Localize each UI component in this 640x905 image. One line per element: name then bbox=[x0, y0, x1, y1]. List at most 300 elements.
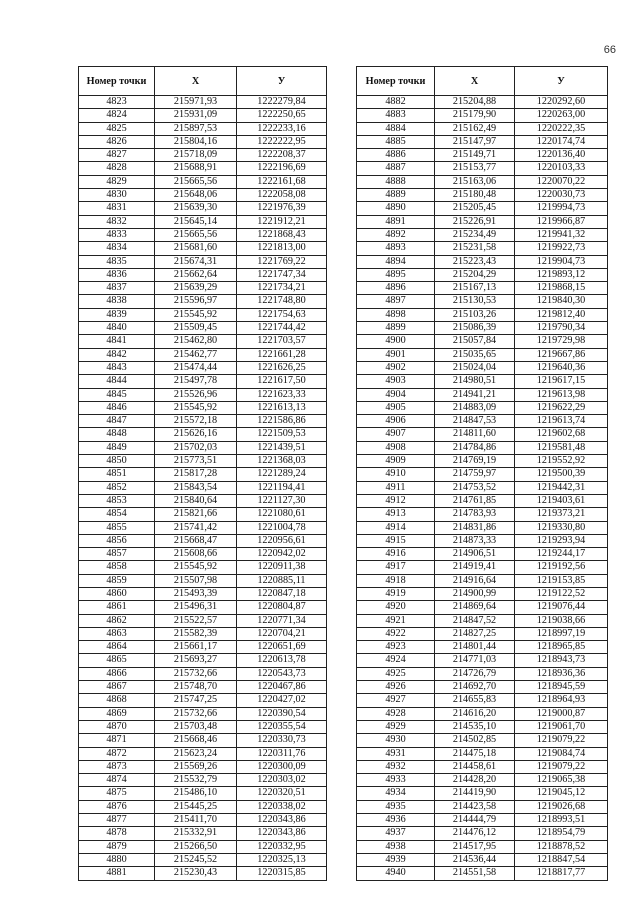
y-coordinate-cell: 1219000,87 bbox=[515, 707, 608, 720]
y-coordinate-cell: 1219868,15 bbox=[515, 282, 608, 295]
point-number-cell: 4885 bbox=[357, 135, 435, 148]
table-row bbox=[357, 561, 608, 574]
x-coordinate-cell: 215748,70 bbox=[155, 681, 237, 694]
point-number-cell: 4859 bbox=[79, 574, 155, 587]
point-number-cell: 4928 bbox=[357, 707, 435, 720]
table-row bbox=[357, 494, 608, 507]
point-number-cell: 4915 bbox=[357, 534, 435, 547]
y-coordinate-cell: 1220343,86 bbox=[237, 814, 327, 827]
point-number-cell: 4860 bbox=[79, 587, 155, 600]
table-row bbox=[357, 587, 608, 600]
table-row bbox=[79, 255, 327, 268]
point-number-cell: 4890 bbox=[357, 202, 435, 215]
y-coordinate-cell: 1219084,74 bbox=[515, 747, 608, 760]
y-coordinate-cell: 1219552,92 bbox=[515, 455, 608, 468]
x-coordinate-cell: 215645,14 bbox=[155, 215, 237, 228]
x-coordinate-cell: 215086,39 bbox=[435, 322, 515, 335]
y-coordinate-cell: 1220771,34 bbox=[237, 614, 327, 627]
x-coordinate-cell: 215931,09 bbox=[155, 109, 237, 122]
y-coordinate-cell: 1218997,19 bbox=[515, 627, 608, 640]
header-x: X bbox=[155, 67, 237, 96]
table-row bbox=[79, 375, 327, 388]
table-row bbox=[357, 268, 608, 281]
table-row bbox=[357, 295, 608, 308]
table-row bbox=[79, 361, 327, 374]
y-coordinate-cell: 1218936,36 bbox=[515, 667, 608, 680]
point-number-cell: 4868 bbox=[79, 694, 155, 707]
y-coordinate-cell: 1220543,73 bbox=[237, 667, 327, 680]
table-row bbox=[79, 747, 327, 760]
table-row bbox=[79, 787, 327, 800]
table-row bbox=[79, 428, 327, 441]
point-number-cell: 4872 bbox=[79, 747, 155, 760]
x-coordinate-cell: 215526,96 bbox=[155, 388, 237, 401]
point-number-cell: 4911 bbox=[357, 481, 435, 494]
point-number-cell: 4900 bbox=[357, 335, 435, 348]
table-row bbox=[79, 162, 327, 175]
point-number-cell: 4873 bbox=[79, 760, 155, 773]
point-number-cell: 4932 bbox=[357, 760, 435, 773]
table-row bbox=[79, 534, 327, 547]
y-coordinate-cell: 1219602,68 bbox=[515, 428, 608, 441]
x-coordinate-cell: 215662,64 bbox=[155, 268, 237, 281]
x-coordinate-cell: 214476,12 bbox=[435, 827, 515, 840]
y-coordinate-cell: 1221748,80 bbox=[237, 295, 327, 308]
y-coordinate-cell: 1220263,00 bbox=[515, 109, 608, 122]
point-number-cell: 4833 bbox=[79, 228, 155, 241]
table-row bbox=[357, 122, 608, 135]
x-coordinate-cell: 215840,64 bbox=[155, 494, 237, 507]
x-coordinate-cell: 215732,66 bbox=[155, 667, 237, 680]
x-coordinate-cell: 214771,03 bbox=[435, 654, 515, 667]
point-number-cell: 4849 bbox=[79, 441, 155, 454]
point-number-cell: 4887 bbox=[357, 162, 435, 175]
x-coordinate-cell: 215569,26 bbox=[155, 760, 237, 773]
x-coordinate-cell: 215702,03 bbox=[155, 441, 237, 454]
header-point-number: Номер точки bbox=[357, 67, 435, 96]
point-number-cell: 4858 bbox=[79, 561, 155, 574]
y-coordinate-cell: 1222250,65 bbox=[237, 109, 327, 122]
header-y: У bbox=[237, 67, 327, 96]
table-row bbox=[357, 388, 608, 401]
x-coordinate-cell: 215661,17 bbox=[155, 641, 237, 654]
point-number-cell: 4876 bbox=[79, 800, 155, 813]
point-number-cell: 4912 bbox=[357, 494, 435, 507]
point-number-cell: 4835 bbox=[79, 255, 155, 268]
point-number-cell: 4875 bbox=[79, 787, 155, 800]
table-row bbox=[357, 840, 608, 853]
x-coordinate-cell: 214475,18 bbox=[435, 747, 515, 760]
x-coordinate-cell: 215545,92 bbox=[155, 308, 237, 321]
table-header-row bbox=[357, 67, 608, 96]
table-row bbox=[79, 322, 327, 335]
table-row bbox=[79, 867, 327, 880]
point-number-cell: 4857 bbox=[79, 548, 155, 561]
point-number-cell: 4844 bbox=[79, 375, 155, 388]
x-coordinate-cell: 214726,79 bbox=[435, 667, 515, 680]
table-row bbox=[79, 308, 327, 321]
x-coordinate-cell: 215648,06 bbox=[155, 189, 237, 202]
x-coordinate-cell: 215668,46 bbox=[155, 734, 237, 747]
table-body-right bbox=[357, 96, 608, 881]
y-coordinate-cell: 1220847,18 bbox=[237, 587, 327, 600]
x-coordinate-cell: 214419,90 bbox=[435, 787, 515, 800]
point-number-cell: 4910 bbox=[357, 468, 435, 481]
x-coordinate-cell: 215103,26 bbox=[435, 308, 515, 321]
y-coordinate-cell: 1218965,85 bbox=[515, 641, 608, 654]
x-coordinate-cell: 214502,85 bbox=[435, 734, 515, 747]
y-coordinate-cell: 1219893,12 bbox=[515, 268, 608, 281]
y-coordinate-cell: 1220355,54 bbox=[237, 720, 327, 733]
x-coordinate-cell: 215509,45 bbox=[155, 322, 237, 335]
y-coordinate-cell: 1220651,69 bbox=[237, 641, 327, 654]
x-coordinate-cell: 215497,78 bbox=[155, 375, 237, 388]
table-row bbox=[79, 175, 327, 188]
table-row bbox=[357, 521, 608, 534]
table-row bbox=[357, 720, 608, 733]
y-coordinate-cell: 1219293,94 bbox=[515, 534, 608, 547]
table-row bbox=[357, 189, 608, 202]
y-coordinate-cell: 1220804,87 bbox=[237, 601, 327, 614]
point-number-cell: 4877 bbox=[79, 814, 155, 827]
y-coordinate-cell: 1220103,33 bbox=[515, 162, 608, 175]
y-coordinate-cell: 1219065,38 bbox=[515, 774, 608, 787]
coordinates-table-right bbox=[356, 66, 608, 881]
table-row bbox=[79, 441, 327, 454]
point-number-cell: 4861 bbox=[79, 601, 155, 614]
table-row bbox=[357, 667, 608, 680]
y-coordinate-cell: 1219994,73 bbox=[515, 202, 608, 215]
x-coordinate-cell: 215493,39 bbox=[155, 587, 237, 600]
table-row bbox=[357, 322, 608, 335]
y-coordinate-cell: 1221623,33 bbox=[237, 388, 327, 401]
table-row bbox=[79, 654, 327, 667]
point-number-cell: 4924 bbox=[357, 654, 435, 667]
y-coordinate-cell: 1219079,22 bbox=[515, 734, 608, 747]
table-row bbox=[357, 481, 608, 494]
y-coordinate-cell: 1221769,22 bbox=[237, 255, 327, 268]
table-row bbox=[357, 774, 608, 787]
table-row bbox=[357, 255, 608, 268]
point-number-cell: 4925 bbox=[357, 667, 435, 680]
y-coordinate-cell: 1219729,98 bbox=[515, 335, 608, 348]
y-coordinate-cell: 1219622,29 bbox=[515, 401, 608, 414]
x-coordinate-cell: 215035,65 bbox=[435, 348, 515, 361]
x-coordinate-cell: 214769,19 bbox=[435, 455, 515, 468]
point-number-cell: 4936 bbox=[357, 814, 435, 827]
point-number-cell: 4929 bbox=[357, 720, 435, 733]
x-coordinate-cell: 215057,84 bbox=[435, 335, 515, 348]
y-coordinate-cell: 1219904,73 bbox=[515, 255, 608, 268]
y-coordinate-cell: 1221613,13 bbox=[237, 401, 327, 414]
point-number-cell: 4878 bbox=[79, 827, 155, 840]
x-coordinate-cell: 215179,90 bbox=[435, 109, 515, 122]
x-coordinate-cell: 215522,57 bbox=[155, 614, 237, 627]
x-coordinate-cell: 214869,64 bbox=[435, 601, 515, 614]
point-number-cell: 4881 bbox=[79, 867, 155, 880]
point-number-cell: 4862 bbox=[79, 614, 155, 627]
x-coordinate-cell: 214458,61 bbox=[435, 760, 515, 773]
y-coordinate-cell: 1219667,86 bbox=[515, 348, 608, 361]
y-coordinate-cell: 1219330,80 bbox=[515, 521, 608, 534]
point-number-cell: 4829 bbox=[79, 175, 155, 188]
y-coordinate-cell: 1221912,21 bbox=[237, 215, 327, 228]
table-row bbox=[79, 388, 327, 401]
table-row bbox=[357, 734, 608, 747]
point-number-cell: 4918 bbox=[357, 574, 435, 587]
table-row bbox=[357, 694, 608, 707]
x-coordinate-cell: 215681,60 bbox=[155, 242, 237, 255]
x-coordinate-cell: 214428,20 bbox=[435, 774, 515, 787]
y-coordinate-cell: 1220315,85 bbox=[237, 867, 327, 880]
x-coordinate-cell: 214423,58 bbox=[435, 800, 515, 813]
y-coordinate-cell: 1221703,57 bbox=[237, 335, 327, 348]
x-coordinate-cell: 215204,29 bbox=[435, 268, 515, 281]
table-row bbox=[357, 468, 608, 481]
y-coordinate-cell: 1221586,86 bbox=[237, 415, 327, 428]
table-row bbox=[79, 122, 327, 135]
point-number-cell: 4913 bbox=[357, 508, 435, 521]
y-coordinate-cell: 1220332,95 bbox=[237, 840, 327, 853]
x-coordinate-cell: 215332,91 bbox=[155, 827, 237, 840]
x-coordinate-cell: 215674,31 bbox=[155, 255, 237, 268]
y-coordinate-cell: 1221617,50 bbox=[237, 375, 327, 388]
y-coordinate-cell: 1219403,61 bbox=[515, 494, 608, 507]
y-coordinate-cell: 1220320,51 bbox=[237, 787, 327, 800]
x-coordinate-cell: 215163,06 bbox=[435, 175, 515, 188]
point-number-cell: 4823 bbox=[79, 96, 155, 109]
table-row bbox=[357, 455, 608, 468]
y-coordinate-cell: 1218847,54 bbox=[515, 853, 608, 866]
table-row bbox=[79, 335, 327, 348]
point-number-cell: 4927 bbox=[357, 694, 435, 707]
point-number-cell: 4894 bbox=[357, 255, 435, 268]
x-coordinate-cell: 215223,43 bbox=[435, 255, 515, 268]
y-coordinate-cell: 1218993,51 bbox=[515, 814, 608, 827]
table-row bbox=[79, 734, 327, 747]
y-coordinate-cell: 1220704,21 bbox=[237, 627, 327, 640]
y-coordinate-cell: 1220885,11 bbox=[237, 574, 327, 587]
y-coordinate-cell: 1219640,36 bbox=[515, 361, 608, 374]
table-row bbox=[79, 601, 327, 614]
y-coordinate-cell: 1222233,16 bbox=[237, 122, 327, 135]
point-number-cell: 4934 bbox=[357, 787, 435, 800]
x-coordinate-cell: 215532,79 bbox=[155, 774, 237, 787]
x-coordinate-cell: 215205,45 bbox=[435, 202, 515, 215]
x-coordinate-cell: 214916,64 bbox=[435, 574, 515, 587]
x-coordinate-cell: 215897,53 bbox=[155, 122, 237, 135]
point-number-cell: 4827 bbox=[79, 149, 155, 162]
x-coordinate-cell: 215445,25 bbox=[155, 800, 237, 813]
x-coordinate-cell: 215545,92 bbox=[155, 401, 237, 414]
y-coordinate-cell: 1220222,35 bbox=[515, 122, 608, 135]
table-row bbox=[79, 800, 327, 813]
y-coordinate-cell: 1219122,52 bbox=[515, 587, 608, 600]
y-coordinate-cell: 1219442,31 bbox=[515, 481, 608, 494]
point-number-cell: 4870 bbox=[79, 720, 155, 733]
point-number-cell: 4895 bbox=[357, 268, 435, 281]
y-coordinate-cell: 1221368,03 bbox=[237, 455, 327, 468]
table-row bbox=[357, 135, 608, 148]
point-number-cell: 4834 bbox=[79, 242, 155, 255]
table-row bbox=[79, 774, 327, 787]
x-coordinate-cell: 215024,04 bbox=[435, 361, 515, 374]
x-coordinate-cell: 215639,30 bbox=[155, 202, 237, 215]
point-number-cell: 4846 bbox=[79, 401, 155, 414]
point-number-cell: 4921 bbox=[357, 614, 435, 627]
x-coordinate-cell: 214900,99 bbox=[435, 587, 515, 600]
table-row bbox=[357, 787, 608, 800]
table-row bbox=[357, 548, 608, 561]
point-number-cell: 4871 bbox=[79, 734, 155, 747]
table-row bbox=[79, 401, 327, 414]
point-number-cell: 4897 bbox=[357, 295, 435, 308]
coordinates-table-left bbox=[78, 66, 327, 881]
y-coordinate-cell: 1221747,34 bbox=[237, 268, 327, 281]
y-coordinate-cell: 1222058,08 bbox=[237, 189, 327, 202]
table-row bbox=[357, 162, 608, 175]
table-row bbox=[357, 308, 608, 321]
table-row bbox=[357, 867, 608, 880]
point-number-cell: 4940 bbox=[357, 867, 435, 880]
point-number-cell: 4902 bbox=[357, 361, 435, 374]
table-row bbox=[79, 614, 327, 627]
y-coordinate-cell: 1220613,78 bbox=[237, 654, 327, 667]
y-coordinate-cell: 1222222,95 bbox=[237, 135, 327, 148]
header-x: X bbox=[435, 67, 515, 96]
point-number-cell: 4856 bbox=[79, 534, 155, 547]
x-coordinate-cell: 214759,97 bbox=[435, 468, 515, 481]
point-number-cell: 4901 bbox=[357, 348, 435, 361]
y-coordinate-cell: 1220427,02 bbox=[237, 694, 327, 707]
x-coordinate-cell: 215180,48 bbox=[435, 189, 515, 202]
point-number-cell: 4905 bbox=[357, 401, 435, 414]
point-number-cell: 4914 bbox=[357, 521, 435, 534]
y-coordinate-cell: 1218878,52 bbox=[515, 840, 608, 853]
table-row bbox=[357, 747, 608, 760]
point-number-cell: 4832 bbox=[79, 215, 155, 228]
point-number-cell: 4855 bbox=[79, 521, 155, 534]
x-coordinate-cell: 215582,39 bbox=[155, 627, 237, 640]
y-coordinate-cell: 1219966,87 bbox=[515, 215, 608, 228]
x-coordinate-cell: 215474,44 bbox=[155, 361, 237, 374]
table-body-left bbox=[79, 96, 327, 881]
y-coordinate-cell: 1222161,68 bbox=[237, 175, 327, 188]
x-coordinate-cell: 215462,80 bbox=[155, 335, 237, 348]
x-coordinate-cell: 215639,29 bbox=[155, 282, 237, 295]
y-coordinate-cell: 1220343,86 bbox=[237, 827, 327, 840]
table-row bbox=[357, 242, 608, 255]
x-coordinate-cell: 214551,58 bbox=[435, 867, 515, 880]
table-row bbox=[79, 521, 327, 534]
table-row bbox=[79, 720, 327, 733]
x-coordinate-cell: 215496,31 bbox=[155, 601, 237, 614]
y-coordinate-cell: 1219244,17 bbox=[515, 548, 608, 561]
x-coordinate-cell: 215545,92 bbox=[155, 561, 237, 574]
y-coordinate-cell: 1219941,32 bbox=[515, 228, 608, 241]
table-row bbox=[79, 694, 327, 707]
point-number-cell: 4899 bbox=[357, 322, 435, 335]
x-coordinate-cell: 214827,25 bbox=[435, 627, 515, 640]
x-coordinate-cell: 214517,95 bbox=[435, 840, 515, 853]
point-number-cell: 4867 bbox=[79, 681, 155, 694]
x-coordinate-cell: 215149,71 bbox=[435, 149, 515, 162]
point-number-cell: 4922 bbox=[357, 627, 435, 640]
point-number-cell: 4882 bbox=[357, 96, 435, 109]
point-number-cell: 4896 bbox=[357, 282, 435, 295]
x-coordinate-cell: 215817,28 bbox=[155, 468, 237, 481]
x-coordinate-cell: 214919,41 bbox=[435, 561, 515, 574]
x-coordinate-cell: 215843,54 bbox=[155, 481, 237, 494]
table-row bbox=[79, 202, 327, 215]
y-coordinate-cell: 1220325,13 bbox=[237, 853, 327, 866]
x-coordinate-cell: 215266,50 bbox=[155, 840, 237, 853]
table-row bbox=[79, 189, 327, 202]
point-number-cell: 4886 bbox=[357, 149, 435, 162]
x-coordinate-cell: 214783,93 bbox=[435, 508, 515, 521]
table-row bbox=[79, 494, 327, 507]
x-coordinate-cell: 214761,85 bbox=[435, 494, 515, 507]
y-coordinate-cell: 1218954,79 bbox=[515, 827, 608, 840]
point-number-cell: 4838 bbox=[79, 295, 155, 308]
y-coordinate-cell: 1219922,73 bbox=[515, 242, 608, 255]
y-coordinate-cell: 1219500,39 bbox=[515, 468, 608, 481]
point-number-cell: 4840 bbox=[79, 322, 155, 335]
table-row bbox=[357, 760, 608, 773]
y-coordinate-cell: 1220956,61 bbox=[237, 534, 327, 547]
point-number-cell: 4879 bbox=[79, 840, 155, 853]
y-coordinate-cell: 1218943,73 bbox=[515, 654, 608, 667]
table-row bbox=[357, 800, 608, 813]
x-coordinate-cell: 215732,66 bbox=[155, 707, 237, 720]
table-row bbox=[357, 654, 608, 667]
y-coordinate-cell: 1219617,15 bbox=[515, 375, 608, 388]
header-y: У bbox=[515, 67, 608, 96]
point-number-cell: 4880 bbox=[79, 853, 155, 866]
x-coordinate-cell: 215234,49 bbox=[435, 228, 515, 241]
table-row bbox=[79, 109, 327, 122]
table-row bbox=[357, 415, 608, 428]
x-coordinate-cell: 214831,86 bbox=[435, 521, 515, 534]
table-row bbox=[79, 561, 327, 574]
point-number-cell: 4826 bbox=[79, 135, 155, 148]
x-coordinate-cell: 214616,20 bbox=[435, 707, 515, 720]
y-coordinate-cell: 1221754,63 bbox=[237, 308, 327, 321]
table-row bbox=[357, 375, 608, 388]
point-number-cell: 4837 bbox=[79, 282, 155, 295]
y-coordinate-cell: 1222208,37 bbox=[237, 149, 327, 162]
x-coordinate-cell: 215623,24 bbox=[155, 747, 237, 760]
x-coordinate-cell: 214801,44 bbox=[435, 641, 515, 654]
table-row bbox=[79, 681, 327, 694]
y-coordinate-cell: 1221194,41 bbox=[237, 481, 327, 494]
table-row bbox=[79, 574, 327, 587]
table-row bbox=[79, 508, 327, 521]
y-coordinate-cell: 1220303,02 bbox=[237, 774, 327, 787]
x-coordinate-cell: 215821,66 bbox=[155, 508, 237, 521]
table-row bbox=[357, 827, 608, 840]
point-number-cell: 4845 bbox=[79, 388, 155, 401]
table-row bbox=[357, 109, 608, 122]
point-number-cell: 4847 bbox=[79, 415, 155, 428]
x-coordinate-cell: 215741,42 bbox=[155, 521, 237, 534]
point-number-cell: 4874 bbox=[79, 774, 155, 787]
y-coordinate-cell: 1222196,69 bbox=[237, 162, 327, 175]
x-coordinate-cell: 215688,91 bbox=[155, 162, 237, 175]
table-row bbox=[79, 587, 327, 600]
table-row bbox=[357, 282, 608, 295]
table-row bbox=[357, 96, 608, 109]
